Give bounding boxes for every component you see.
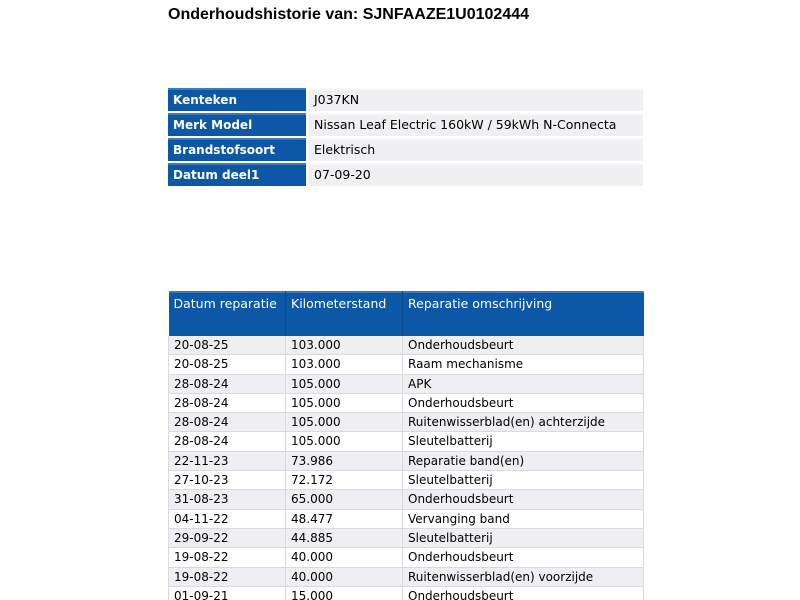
maintenance-history-body xyxy=(169,336,644,600)
table-row xyxy=(169,336,644,355)
repair-description-cell: Onderhoudsbeurt xyxy=(403,490,644,509)
maintenance-header-row xyxy=(169,291,644,336)
table-row xyxy=(169,451,644,470)
repair-date-cell: 28-08-24 xyxy=(169,393,286,412)
odometer-cell: 73.986 xyxy=(286,451,403,470)
maintenance-history-table xyxy=(168,291,644,600)
repair-date-cell: 28-08-24 xyxy=(169,432,286,451)
repair-date-cell: 19-08-22 xyxy=(169,567,286,586)
repair-date-cell: 31-08-23 xyxy=(169,490,286,509)
odometer-cell: 103.000 xyxy=(286,336,403,355)
table-row xyxy=(169,490,644,509)
odometer-cell: 48.477 xyxy=(286,509,403,528)
column-header-reparatie-omschrijving: Reparatie omschrijving xyxy=(403,291,644,336)
repair-description-cell: Ruitenwisserblad(en) achterzijde xyxy=(403,413,644,432)
table-row xyxy=(169,567,644,586)
repair-description-cell: Onderhoudsbeurt xyxy=(403,548,644,567)
odometer-cell: 72.172 xyxy=(286,471,403,490)
repair-description-cell: Raam mechanisme xyxy=(403,355,644,374)
column-header-datum-reparatie: Datum reparatie xyxy=(169,291,286,336)
vehicle-info-body xyxy=(168,88,643,188)
odometer-cell: 15.000 xyxy=(286,586,403,600)
vehicle-info-value: J037KN xyxy=(309,88,643,113)
repair-description-cell: Sleutelbatterij xyxy=(403,471,644,490)
vehicle-info-value: 07-09-20 xyxy=(309,163,643,188)
repair-date-cell: 28-08-24 xyxy=(169,374,286,393)
repair-date-cell: 22-11-23 xyxy=(169,451,286,470)
repair-date-cell: 20-08-25 xyxy=(169,355,286,374)
odometer-cell: 105.000 xyxy=(286,432,403,451)
repair-date-cell: 28-08-24 xyxy=(169,413,286,432)
table-row xyxy=(169,432,644,451)
repair-date-cell: 04-11-22 xyxy=(169,509,286,528)
vehicle-info-row xyxy=(168,138,643,163)
repair-description-cell: Onderhoudsbeurt xyxy=(403,336,644,355)
vehicle-info-row xyxy=(168,113,643,138)
odometer-cell: 40.000 xyxy=(286,548,403,567)
vehicle-info-table xyxy=(168,88,643,188)
odometer-cell: 44.885 xyxy=(286,528,403,547)
table-row xyxy=(169,586,644,600)
repair-description-cell: Onderhoudsbeurt xyxy=(403,586,644,600)
table-row xyxy=(169,509,644,528)
repair-date-cell: 27-10-23 xyxy=(169,471,286,490)
odometer-cell: 40.000 xyxy=(286,567,403,586)
table-row xyxy=(169,471,644,490)
repair-date-cell: 20-08-25 xyxy=(169,336,286,355)
repair-date-cell: 29-09-22 xyxy=(169,528,286,547)
repair-description-cell: Sleutelbatterij xyxy=(403,528,644,547)
repair-description-cell: Sleutelbatterij xyxy=(403,432,644,451)
vehicle-info-label: Datum deel1 xyxy=(168,163,309,188)
column-header-kilometerstand: Kilometerstand xyxy=(286,291,403,336)
table-row xyxy=(169,355,644,374)
repair-description-cell: APK xyxy=(403,374,644,393)
vehicle-info-value: Elektrisch xyxy=(309,138,643,163)
repair-description-cell: Reparatie band(en) xyxy=(403,451,644,470)
odometer-cell: 105.000 xyxy=(286,413,403,432)
repair-date-cell: 01-09-21 xyxy=(169,586,286,600)
odometer-cell: 103.000 xyxy=(286,355,403,374)
vehicle-info-row xyxy=(168,88,643,113)
vehicle-info-value: Nissan Leaf Electric 160kW / 59kWh N-Connecta xyxy=(309,113,643,138)
odometer-cell: 105.000 xyxy=(286,374,403,393)
table-row xyxy=(169,528,644,547)
repair-description-cell: Ruitenwisserblad(en) voorzijde xyxy=(403,567,644,586)
odometer-cell: 105.000 xyxy=(286,393,403,412)
vehicle-info-row xyxy=(168,163,643,188)
vehicle-info-label: Merk Model xyxy=(168,113,309,138)
repair-date-cell: 19-08-22 xyxy=(169,548,286,567)
page-title: Onderhoudshistorie van: SJNFAAZE1U0102444 xyxy=(168,6,529,23)
table-row xyxy=(169,374,644,393)
repair-description-cell: Onderhoudsbeurt xyxy=(403,393,644,412)
vehicle-info-label: Brandstofsoort xyxy=(168,138,309,163)
odometer-cell: 65.000 xyxy=(286,490,403,509)
table-row xyxy=(169,413,644,432)
table-row xyxy=(169,393,644,412)
table-row xyxy=(169,548,644,567)
repair-description-cell: Vervanging band xyxy=(403,509,644,528)
vehicle-info-label: Kenteken xyxy=(168,88,309,113)
